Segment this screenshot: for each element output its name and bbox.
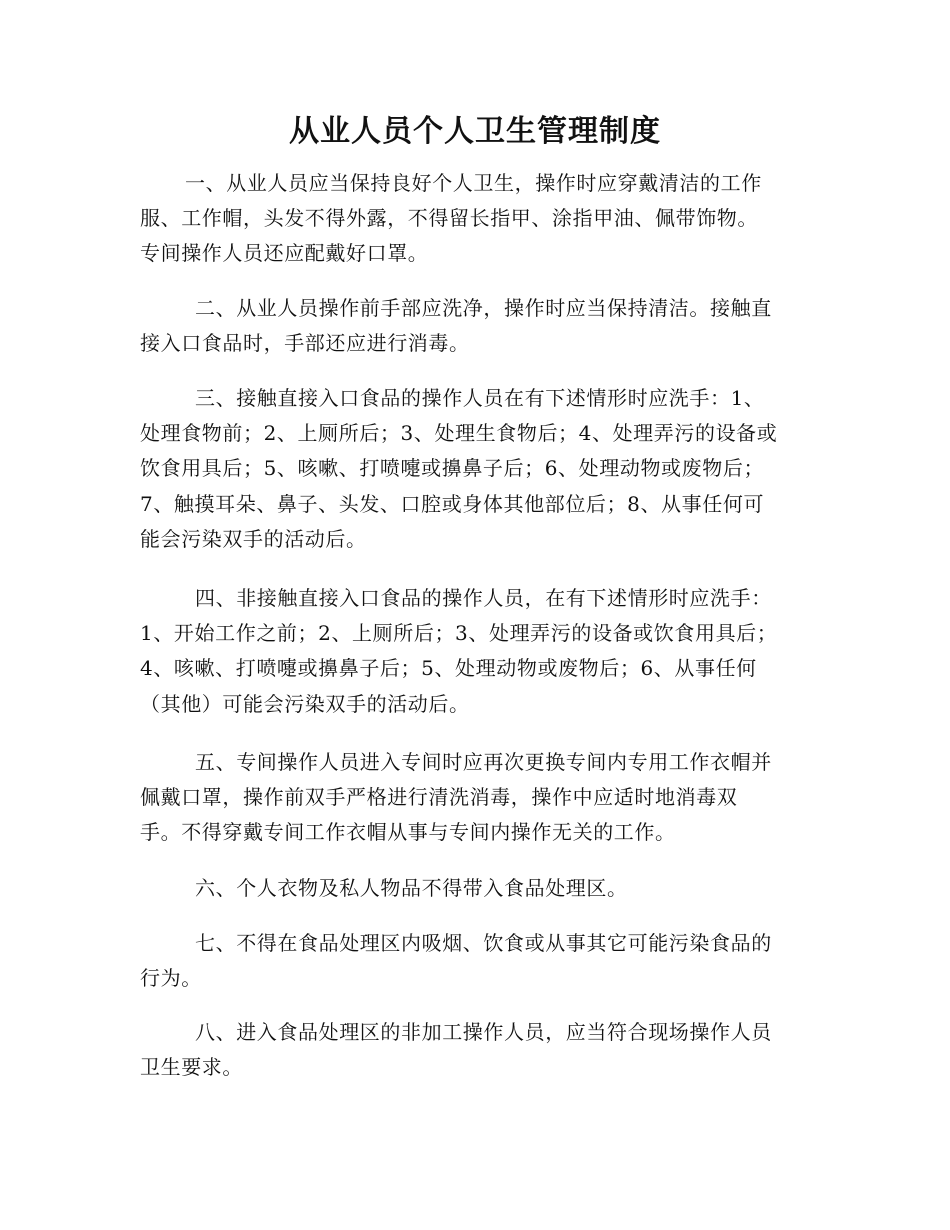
paragraph-line: 佩戴口罩，操作前双手严格进行清洗消毒，操作中应适时地消毒双 [140, 785, 738, 810]
paragraph-line: 处理食物前；2、上厕所后；3、处理生食物后；4、处理弄污的设备或 [140, 421, 778, 446]
paragraph-4 [140, 581, 810, 722]
document-title: 从业人员个人卫生管理制度 [289, 114, 661, 149]
paragraph-line: 三、接触直接入口食品的操作人员在有下述情形时应洗手：1、 [195, 386, 765, 410]
paragraph-line: 接入口食品时，手部还应进行消毒。 [140, 331, 470, 356]
paragraph-line: 四、非接触直接入口食品的操作人员，在有下述情形时应洗手： [195, 586, 772, 610]
paragraph-line: 饮食用具后；5、咳嗽、打喷嚏或擤鼻子后；6、处理动物或废物后； [140, 456, 765, 481]
paragraph-6 [140, 871, 810, 906]
paragraph-1 [140, 166, 810, 272]
paragraph-line: 专间操作人员还应配戴好口罩。 [140, 241, 429, 266]
paragraph-line: 卫生要求。 [140, 1055, 243, 1080]
paragraph-7 [140, 926, 810, 996]
paragraph-line: 服、工作帽，头发不得外露，不得留长指甲、涂指甲油、佩带饰物。 [140, 206, 758, 231]
paragraph-line: 1、开始工作之前；2、上厕所后；3、处理弄污的设备或饮食用具后； [140, 621, 778, 646]
paragraph-line: 八、进入食品处理区的非加工操作人员，应当符合现场操作人员 [195, 1020, 772, 1044]
paragraph-8 [140, 1015, 810, 1085]
paragraph-line: 六、个人衣物及私人物品不得带入食品处理区。 [195, 876, 628, 900]
paragraph-line: 七、不得在食品处理区内吸烟、饮食或从事其它可能污染食品的 [195, 931, 772, 955]
paragraph-5 [140, 745, 810, 851]
paragraph-line: 7、触摸耳朵、鼻子、头发、口腔或身体其他部位后；8、从事任何可 [140, 491, 765, 516]
paragraph-2 [140, 291, 810, 361]
paragraph-line: 五、专间操作人员进入专间时应再次更换专间内专用工作衣帽并 [195, 750, 772, 774]
paragraph-line: 行为。 [140, 966, 202, 991]
paragraph-line: 手。不得穿戴专间工作衣帽从事与专间内操作无关的工作。 [140, 820, 676, 845]
paragraph-line: （其他）可能会污染双手的活动后。 [140, 691, 470, 716]
paragraph-line: 二、从业人员操作前手部应洗净，操作时应当保持清洁。接触直 [195, 296, 772, 320]
paragraph-line: 一、从业人员应当保持良好个人卫生，操作时应穿戴清洁的工作 [185, 171, 762, 195]
paragraph-line: 4、咳嗽、打喷嚏或擤鼻子后；5、处理动物或废物后；6、从事任何 [140, 656, 757, 681]
paragraph-line: 能会污染双手的活动后。 [140, 526, 367, 551]
paragraph-3 [140, 381, 810, 557]
